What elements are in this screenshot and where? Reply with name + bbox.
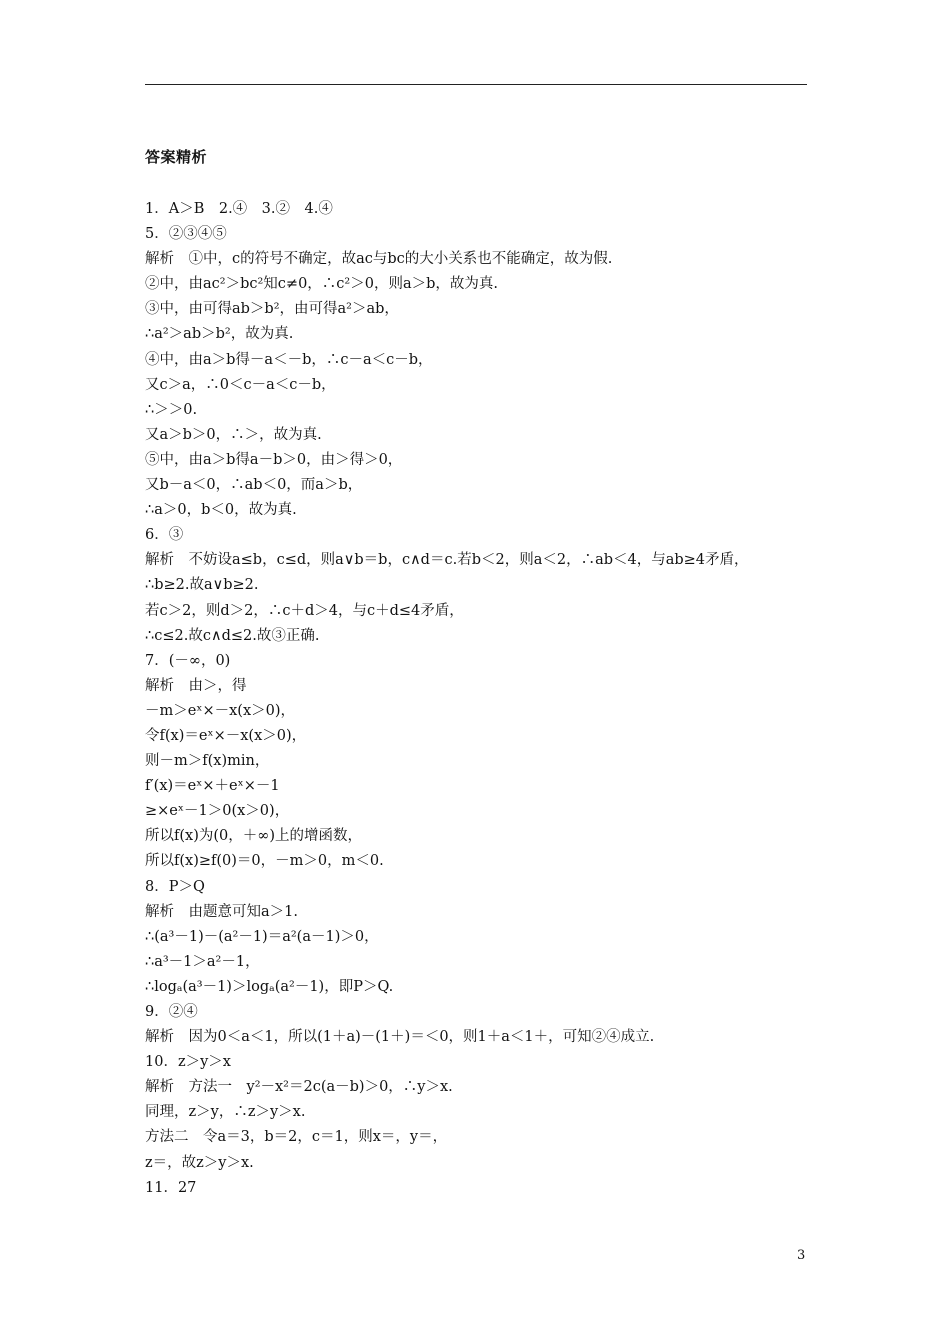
answer-body	[145, 197, 815, 1201]
answer-line: 又b－a＜0，∴ab＜0，而a＞b，	[145, 477, 363, 494]
answer-line: 解析 ①中，c的符号不确定，故ac与bc的大小关系也不能确定，故为假.	[145, 251, 613, 268]
answer-line: 同理，z＞y，∴z＞y＞x.	[145, 1104, 306, 1121]
answer-line: 则－m＞f(x)min，	[145, 753, 270, 770]
answer-line: 7．(－∞，0)	[145, 652, 231, 669]
answer-line: 所以f(x)为(0，＋∞)上的增函数，	[145, 828, 362, 845]
answer-line: 所以f(x)≥f(0)＝0，－m＞0，m＜0.	[145, 853, 384, 870]
answer-line: z＝，故z＞y＞x.	[145, 1154, 254, 1171]
answer-line: 5．②③④⑤	[145, 226, 227, 243]
answer-line: 又a＞b＞0，∴＞，故为真.	[145, 426, 322, 443]
answer-line: 解析 由题意可知a＞1.	[145, 903, 298, 920]
answer-line: ∴c≤2.故c∧d≤2.故③正确.	[145, 627, 320, 644]
answer-line: 令f(x)＝eˣ×－x(x＞0)，	[145, 727, 307, 744]
answer-line: 8．P＞Q	[145, 878, 205, 895]
page-number: 3	[797, 1248, 806, 1263]
answer-line: 又c＞a，∴0＜c－a＜c－b，	[145, 376, 336, 393]
answer-line: ∴(a³－1)－(a²－1)＝a²(a－1)＞0，	[145, 928, 379, 945]
answer-line: ∴a²＞ab＞b²，故为真.	[145, 326, 294, 343]
answer-line: ∴＞＞0.	[145, 401, 198, 418]
answer-line: 10．z＞y＞x	[145, 1054, 231, 1071]
answer-line: 6．③	[145, 527, 184, 544]
answer-line: 若c＞2，则d＞2，∴c＋d＞4，与c＋d≤4矛盾，	[145, 602, 464, 619]
answer-line: ③中，由可得ab＞b²，由可得a²＞ab，	[145, 301, 399, 318]
header-rule	[145, 84, 807, 85]
answer-line: 1．A＞B 2.④ 3.② 4.④	[145, 201, 333, 217]
answer-line: ∴b≥2.故a∨b≥2.	[145, 577, 259, 594]
answer-line: ④中，由a＞b得－a＜－b，∴c－a＜c－b，	[145, 351, 433, 368]
answer-line: ∴a＞0，b＜0，故为真.	[145, 502, 297, 519]
answer-line: 9．②④	[145, 1004, 198, 1020]
answer-line: 方法二 令a＝3，b＝2，c＝1，则x＝，y＝，	[145, 1129, 448, 1146]
section-heading: 答案精析	[145, 148, 208, 166]
answer-line: －m＞eˣ×－x(x＞0)，	[145, 702, 296, 719]
answer-line: 解析 不妨设a≤b，c≤d，则a∨b＝b，c∧d＝c.若b＜2，则a＜2，∴ab＜4，与ab≥4矛盾，	[145, 552, 749, 569]
answer-line: f′(x)＝eˣ×＋eˣ×－1	[145, 778, 280, 795]
answer-line: 解析 因为0＜a＜1，所以(1＋a)－(1＋)＝＜0，则1＋a＜1＋，可知②④成立.	[145, 1029, 655, 1046]
answer-line: 解析 由＞，得	[145, 677, 247, 694]
answer-line: ⑤中，由a＞b得a－b＞0，由＞得＞0，	[145, 451, 403, 468]
answer-line: ∴logₐ(a³－1)＞logₐ(a²－1)，即P＞Q.	[145, 978, 394, 995]
answer-line: 解析 方法一 y²－x²＝2c(a－b)＞0，∴y＞x.	[145, 1079, 453, 1096]
answer-line: 11．27	[145, 1179, 197, 1196]
answer-line: ≥×eˣ－1＞0(x＞0)，	[145, 803, 290, 820]
answer-line: ②中，由ac²＞bc²知c≠0，∴c²＞0，则a＞b，故为真.	[145, 276, 498, 293]
answer-line: ∴a³－1＞a²－1，	[145, 953, 260, 970]
